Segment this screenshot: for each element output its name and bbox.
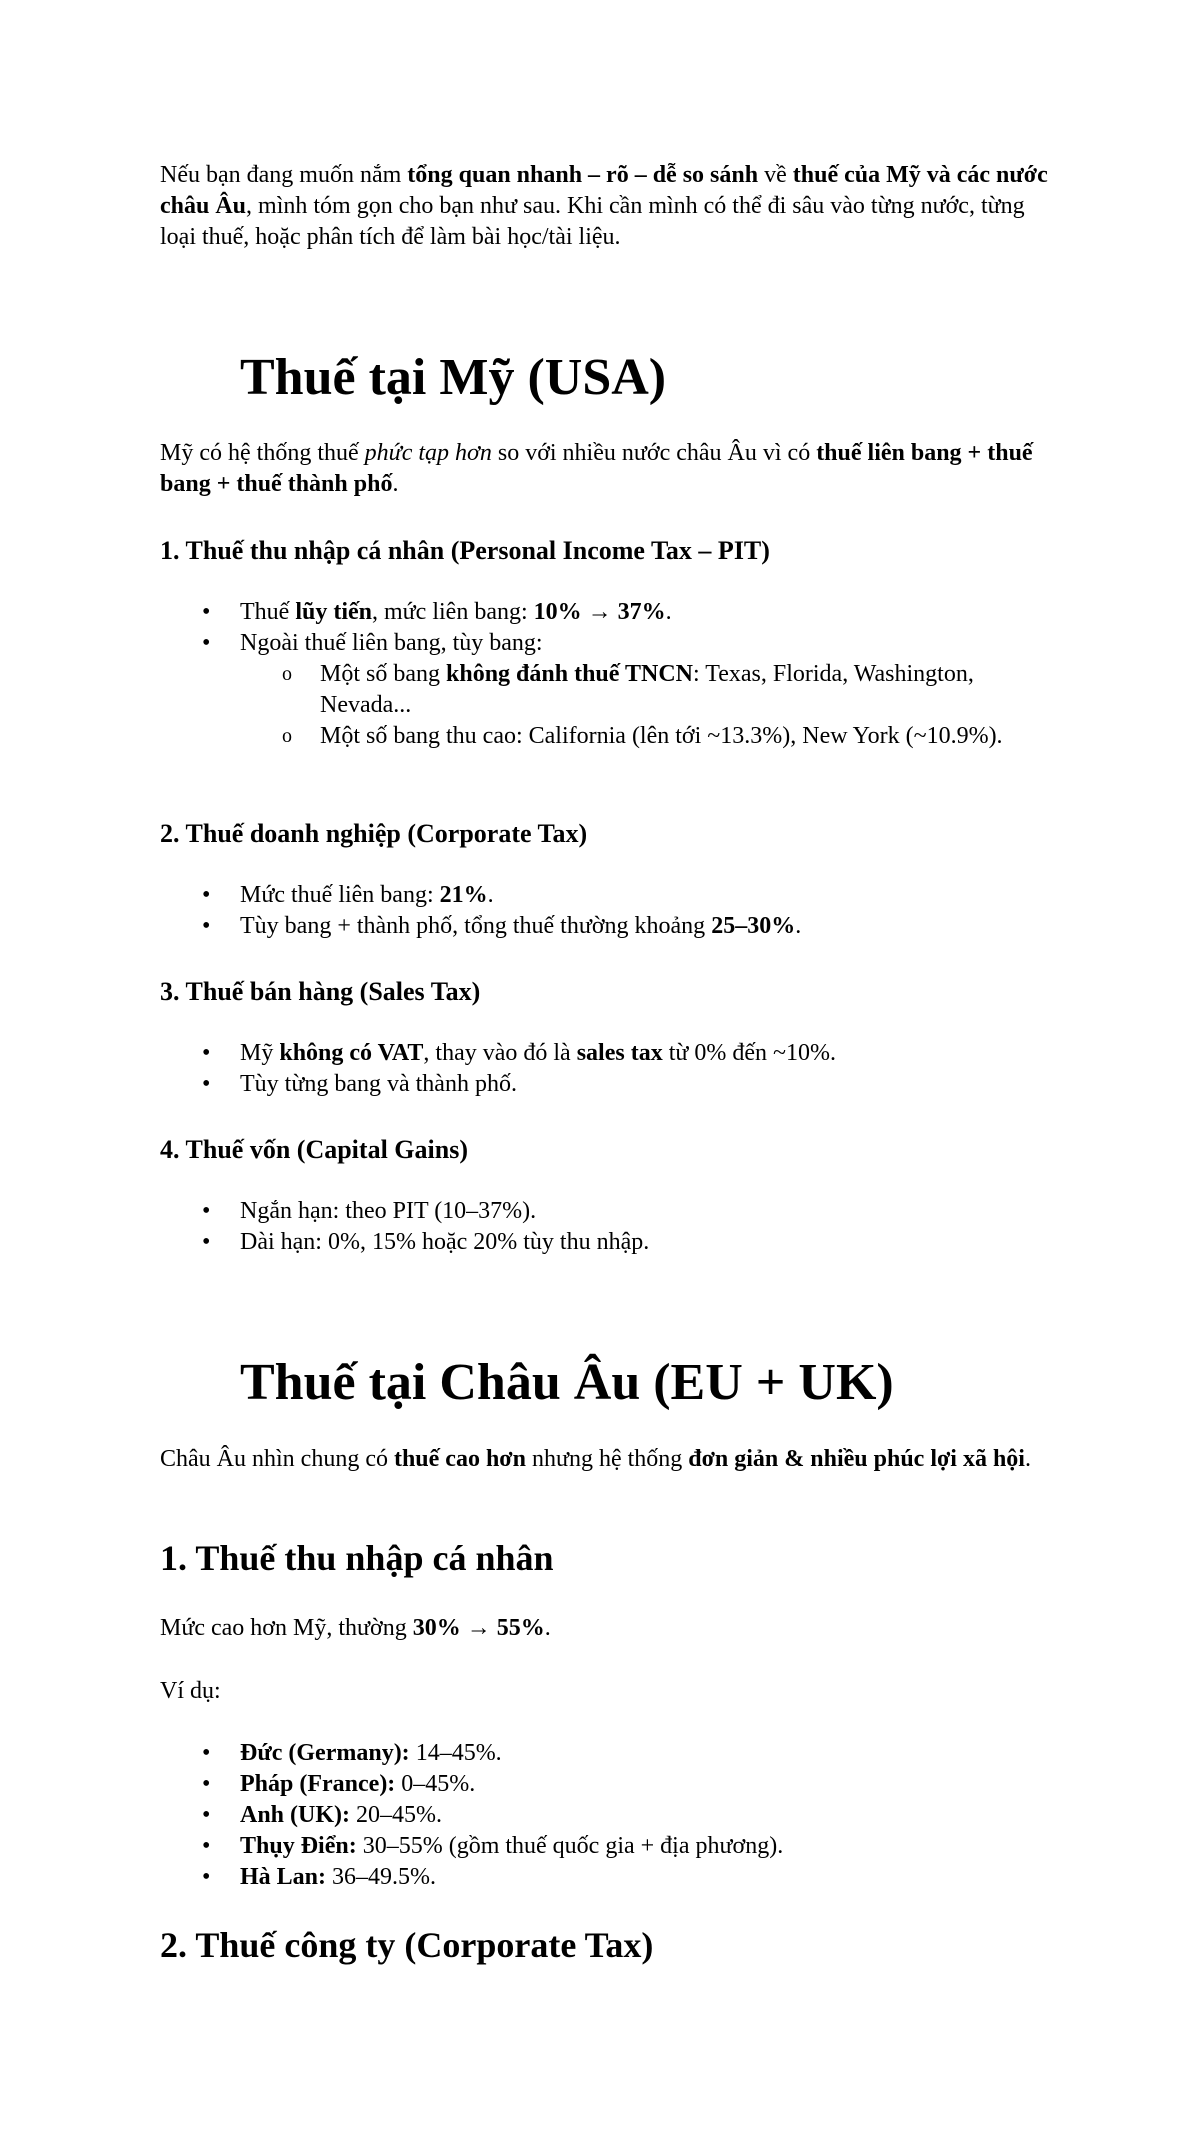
eu-pit-rate: Mức cao hơn Mỹ, thường 30% → 55%. [160, 1615, 551, 1641]
list-item: • Đức (Germany): 14–45%. [240, 1738, 1060, 1769]
sub-list-item: o Một số bang thu cao: California (lên tới ~13.3%), New York (~10.9%). [320, 721, 1010, 752]
usa-pit-heading: 1. Thuế thu nhập cá nhân (Personal Income Tax – PIT) [160, 536, 770, 565]
eu-title: Thuế tại Châu Âu (EU + UK) [240, 1354, 894, 1411]
usa-sales-list [240, 1038, 1060, 1100]
list-item: • Mức thuế liên bang: 21%. [240, 880, 1060, 911]
usa-description: Mỹ có hệ thống thuế phức tạp hơn so với nhiều nước châu Âu vì có thuế liên bang + thuế bang + thuế thành phố. [160, 440, 1033, 497]
usa-pit-list [240, 597, 1060, 752]
list-item: • Thuế lũy tiến, mức liên bang: 10% → 37%. [240, 597, 1060, 628]
usa-sales-heading: 3. Thuế bán hàng (Sales Tax) [160, 977, 481, 1006]
usa-corp-heading: 2. Thuế doanh nghiệp (Corporate Tax) [160, 819, 588, 848]
usa-pit-sublist [240, 659, 1010, 752]
list-item: • Tùy bang + thành phố, tổng thuế thường khoảng 25–30%. [240, 911, 1060, 942]
list-item: • Thụy Điển: 30–55% (gồm thuế quốc gia + địa phương). [240, 1831, 1060, 1862]
list-item: • Dài hạn: 0%, 15% hoặc 20% tùy thu nhập. [240, 1227, 1060, 1258]
usa-corp-list [240, 880, 1060, 942]
usa-title: Thuế tại Mỹ (USA) [240, 349, 667, 406]
list-item: • Tùy từng bang và thành phố. [240, 1069, 1060, 1100]
list-item: • Anh (UK): 20–45%. [240, 1800, 1060, 1831]
eu-description: Châu Âu nhìn chung có thuế cao hơn nhưng hệ thống đơn giản & nhiều phúc lợi xã hội. [160, 1446, 1031, 1472]
list-item: • Hà Lan: 36–49.5%. [240, 1862, 1060, 1893]
usa-capital-list [240, 1196, 1060, 1258]
eu-pit-heading: 1. Thuế thu nhập cá nhân [160, 1538, 554, 1578]
list-item: • Pháp (France): 0–45%. [240, 1769, 1060, 1800]
sub-list-item: o Một số bang không đánh thuế TNCN: Texas, Florida, Washington, Nevada... [320, 659, 1010, 721]
usa-capital-heading: 4. Thuế vốn (Capital Gains) [160, 1135, 468, 1164]
list-item: • Ngoài thuế liên bang, tùy bang: o Một số bang không đánh thuế TNCN: Texas, Florida, Washington, Nevada... o Một số bang thu cao: California (lên tới ~13.3%), New York (~10.9%). [240, 628, 1060, 752]
list-item: • Ngắn hạn: theo PIT (10–37%). [240, 1196, 1060, 1227]
eu-example-label: Ví dụ: [160, 1678, 221, 1704]
list-item: • Mỹ không có VAT, thay vào đó là sales tax từ 0% đến ~10%. [240, 1038, 1060, 1069]
intro-paragraph: Nếu bạn đang muốn nắm tổng quan nhanh – rõ – dễ so sánh về thuế của Mỹ và các nước châu Âu, mình tóm gọn cho bạn như sau. Khi cần mình có thể đi sâu vào từng nước, từng loại thuế, hoặc phân tích để làm bài học/tài liệu. [160, 162, 1048, 250]
eu-corp-heading: 2. Thuế công ty (Corporate Tax) [160, 1925, 654, 1965]
eu-country-list [240, 1738, 1060, 1893]
